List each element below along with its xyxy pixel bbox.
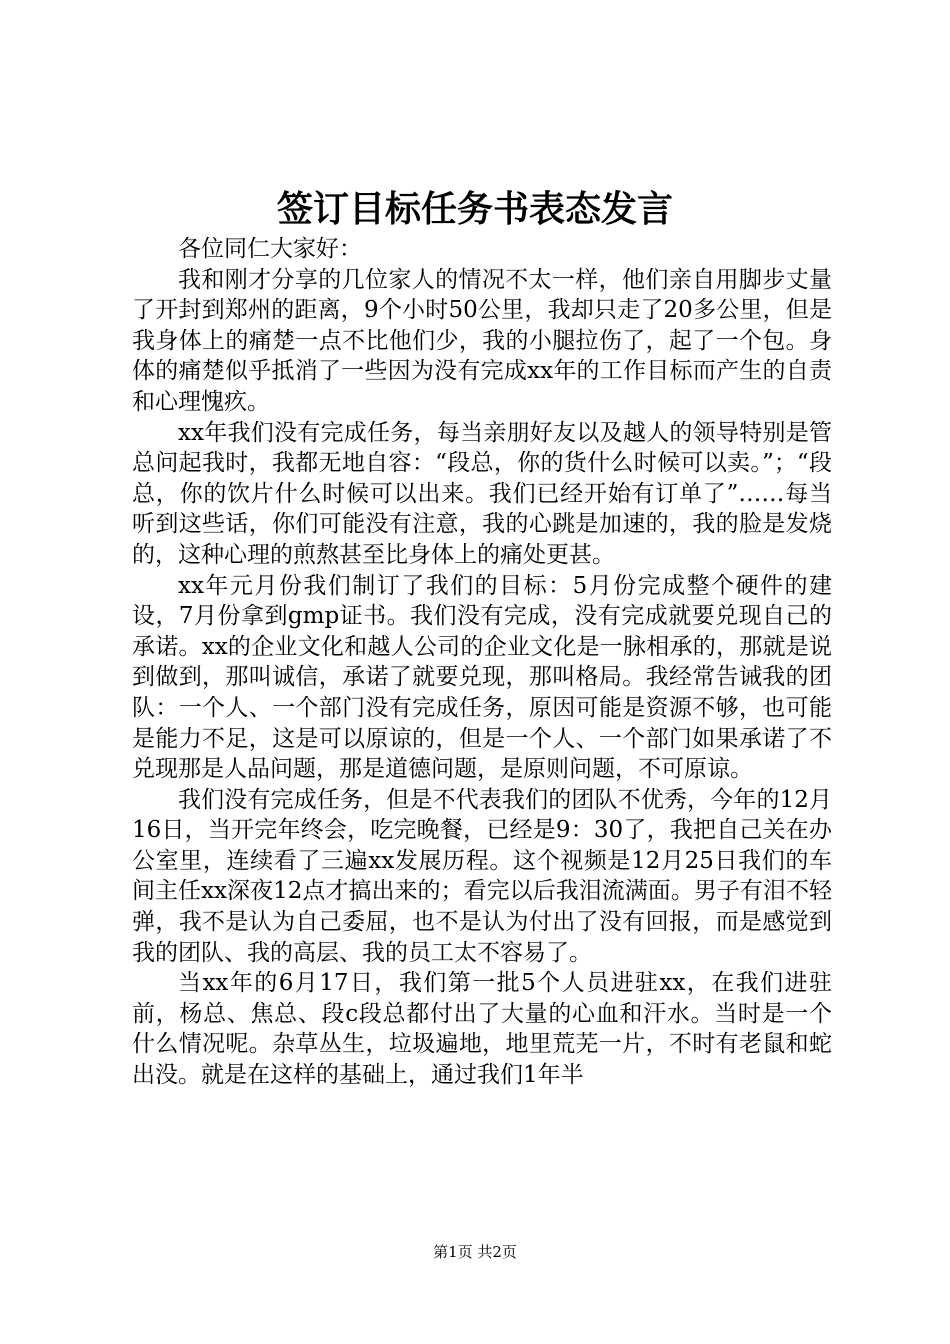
document-title: 签订目标任务书表态发言 bbox=[276, 188, 673, 230]
paragraph: xx年我们没有完成任务，每当亲朋好友以及越人的领导特别是管总问起我时，我都无地自容：“段总，你的货什么时候可以卖。”；“段总，你的饮片什么时候可以出来。我们已经开始有订单了”……每当听到这些话，你们可能没有注意，我的心跳是加速的，我的脸是发烧的，这种心理的煎熬甚至比身体上的痛处更甚。 bbox=[132, 419, 832, 568]
greeting-line: 各位同仁大家好： bbox=[178, 236, 362, 262]
paragraph: 我们没有完成任务，但是不代表我们的团队不优秀，今年的12月16日，当开完年终会，吃完晚餐，已经是9：30了，我把自己关在办公室里，连续看了三遍xx发展历程。这个视频是12月25日我们的车间主任xx深夜12点才搞出来的；看完以后我泪流满面。男子有泪不轻弹，我不是认为自己委屈，也不是认为付出了没有回报，而是感觉到我的团队、我的高层、我的员工太不容易了。 bbox=[132, 786, 832, 966]
document-body bbox=[132, 234, 832, 1091]
paragraph: 当xx年的6月17日，我们第一批5个人员进驻xx，在我们进驻前，杨总、焦总、段c段总都付出了大量的心血和汗水。当时是一个什么情况呢。杂草丛生，垃圾遍地，地里荒芜一片，不时有老鼠和蛇出没。就是在这样的基础上，通过我们1年半 bbox=[132, 970, 832, 1089]
paragraph: xx年元月份我们制订了我们的目标：5月份完成整个硬件的建设，7月份拿到gmp证书。我们没有完成，没有完成就要兑现自己的承诺。xx的企业文化和越人公司的企业文化是一脉相承的，那就是说到做到，那叫诚信，承诺了就要兑现，那叫格局。我经常告诫我的团队：一个人、一个部门没有完成任务，原因可能是资源不够，也可能是能力不足，这是可以原谅的，但是一个人、一个部门如果承诺了不兑现那是人品问题，那是道德问题，是原则问题，不可原谅。 bbox=[132, 572, 832, 783]
page-footer: 第1页 共2页 bbox=[433, 1243, 517, 1261]
paragraph: 我和刚才分享的几位家人的情况不太一样，他们亲自用脚步丈量了开封到郑州的距离，9个小时50公里，我却只走了20多公里，但是我身体上的痛楚一点不比他们少，我的小腿拉伤了，起了一个包。身体的痛楚似乎抵消了一些因为没有完成xx年的工作目标而产生的自责和心理愧疚。 bbox=[132, 266, 832, 415]
